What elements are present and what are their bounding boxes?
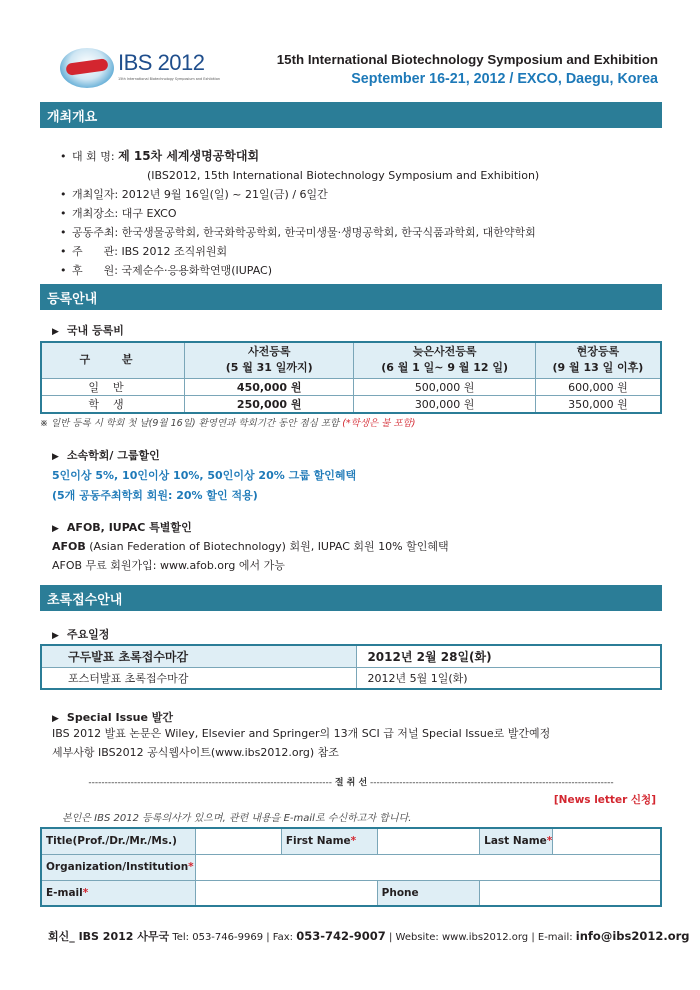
overview-label: 개최장소: <box>72 207 119 220</box>
bullet-icon: • <box>60 245 67 258</box>
required-mark: * <box>546 835 553 848</box>
logo-subtitle: 15th International Biotechnology Symposium and Exhibition <box>118 77 221 81</box>
table-cell: 600,000 원 <box>535 378 661 395</box>
table-cell: 350,000 원 <box>535 395 661 413</box>
list-item <box>60 261 539 280</box>
last-name-label-text: Last Name <box>484 835 547 848</box>
website-link[interactable]: www.ibs2012.org <box>441 932 529 943</box>
table-cell: 구두발표 초록접수마감 <box>41 645 357 667</box>
table-cell: 250,000 원 <box>184 395 353 413</box>
afob-discount-heading-text: AFOB, IUPAC 특별할인 <box>66 521 192 534</box>
special-issue-heading <box>52 709 173 725</box>
overview-value: 대구 EXCO <box>121 207 177 220</box>
form-row <box>41 828 661 854</box>
domestic-fee-heading <box>52 322 124 338</box>
list-item <box>60 242 539 261</box>
required-mark: * <box>82 886 89 899</box>
email-label <box>41 880 196 906</box>
page-header <box>0 0 700 100</box>
overview-value: (IBS2012, 15th International Biotechnology Symposium and Exhibition) <box>147 169 540 182</box>
group-discount-heading <box>52 447 160 463</box>
title-label: Title(Prof./Dr./Mr./Ms.) <box>41 828 196 854</box>
group-discount-heading-text: 소속학회/ 그룹할인 <box>66 449 160 462</box>
newsletter-title: [News letter 신청] <box>553 794 656 806</box>
header-line1: 늦은사전등록 <box>412 345 477 359</box>
table-cell: 포스터발표 초록접수마감 <box>41 667 357 689</box>
special-issue-line: IBS 2012 발표 논문은 Wiley, Elsevier and Springer의 13개 SCI 급 저널 Special Issue로 발간예정 <box>52 727 551 740</box>
first-name-label <box>281 828 377 854</box>
bullet-icon: • <box>60 150 67 163</box>
bullet-icon: • <box>60 226 67 239</box>
domestic-fee-heading-text: 국내 등록비 <box>66 324 124 337</box>
website-label: Website: <box>395 932 442 943</box>
required-mark: * <box>350 835 357 848</box>
overview-value: 국제순수·응용화학연맹(IUPAC) <box>121 264 273 277</box>
table-cell: 2012년 5월 1일(화) <box>357 667 661 689</box>
group-discount-line: 5인이상 5%, 10인이상 10%, 50인이상 20% 그룹 할인혜택 <box>52 469 357 482</box>
row-type: 학생 <box>88 397 138 411</box>
table-cell <box>41 395 184 413</box>
table-cell: 450,000 원 <box>184 378 353 395</box>
note-text: ※ 일반 등록 시 학회 첫 날(9월 16일) 환영연과 학회기간 동안 점심 포함 <box>40 418 340 429</box>
triangle-icon: ▶ <box>52 327 59 337</box>
cut-line-label: 절 취 선 <box>334 778 368 788</box>
triangle-icon: ▶ <box>52 524 59 534</box>
triangle-icon: ▶ <box>52 714 59 724</box>
newsletter-intro: 본인은 IBS 2012 등록의사가 있으며, 관련 내용을 E-mail로 수신하고자 합니다. <box>62 813 412 824</box>
ibs-logo <box>60 44 220 94</box>
afob-line-text: (Asian Federation of Biotechnology) 회원, IUPAC 회원 10% 할인혜택 <box>85 540 449 553</box>
afob-line: AFOB 무료 회원가입: www.afob.org 에서 가능 <box>52 559 285 572</box>
registration-note <box>40 413 662 429</box>
table-cell: 300,000 원 <box>354 395 535 413</box>
overview-value: 2012년 9월 16일(일) ~ 21일(금) / 6일간 <box>121 188 328 201</box>
header-line2: (5 월 31 일까지) <box>225 361 313 375</box>
overview-value: 제 15차 세계생명공학대회 <box>118 149 260 163</box>
email-contact-label: E-mail: <box>537 932 576 943</box>
afob-discount-details <box>52 537 449 575</box>
logo-text: IBS 2012 <box>118 50 205 75</box>
list-item <box>60 204 539 223</box>
table-header <box>354 342 535 378</box>
group-discount-details <box>52 466 356 506</box>
list-item <box>60 147 539 166</box>
tel-label: Tel: <box>172 932 193 943</box>
afob-bold: AFOB <box>52 540 86 553</box>
list-item <box>60 185 539 204</box>
header-line1: 현장등록 <box>576 345 620 359</box>
table-cell <box>41 378 184 395</box>
registration-fee-table <box>40 341 662 414</box>
last-name-field[interactable] <box>553 828 661 854</box>
note-red-text: (*학생은 불 포함) <box>342 418 416 429</box>
event-date-venue: September 16-21, 2012 / EXCO, Daegu, Korea <box>351 71 658 87</box>
phone-field[interactable] <box>480 880 661 906</box>
overview-label: 후 원: <box>72 264 118 277</box>
overview-label: 공동주최: <box>72 226 119 239</box>
bullet-icon: • <box>60 207 67 220</box>
afob-line <box>52 537 449 556</box>
email-label-text: E-mail <box>46 886 83 899</box>
organization-field[interactable] <box>196 854 661 880</box>
table-header <box>535 342 661 378</box>
newsletter-form <box>40 827 662 907</box>
section-registration-bar: 등록안내 <box>40 284 662 310</box>
bullet-icon: • <box>60 264 67 277</box>
form-row <box>41 880 661 906</box>
first-name-field[interactable] <box>377 828 480 854</box>
fax-number: 053-742-9007 <box>296 929 386 943</box>
table-cell: 500,000 원 <box>354 378 535 395</box>
organization-label <box>41 854 196 880</box>
special-issue-details <box>52 724 550 762</box>
section-overview-bar: 개최개요 <box>40 102 662 128</box>
header-line1: 구 분 <box>79 353 147 367</box>
row-type: 일반 <box>88 380 138 394</box>
table-header <box>41 342 184 378</box>
table-header <box>184 342 353 378</box>
form-row <box>41 854 661 880</box>
tel-number: 053-746-9969 <box>192 932 264 943</box>
special-issue-line: 세부사항 IBS2012 공식웹사이트(www.ibs2012.org) 참조 <box>52 746 339 759</box>
organization-label-text: Organization/Institution <box>46 861 189 873</box>
email-contact-link[interactable]: info@ibs2012.org <box>575 929 690 943</box>
footer-reply: 회신_ IBS 2012 사무국 <box>48 930 170 943</box>
triangle-icon: ▶ <box>52 452 59 462</box>
overview-label: 주 관: <box>72 245 118 258</box>
list-item <box>60 223 539 242</box>
table-header-row <box>41 342 661 378</box>
first-name-label-text: First Name <box>285 835 351 848</box>
required-mark: * <box>188 861 194 873</box>
overview-value: IBS 2012 조직위원회 <box>121 245 228 258</box>
fax-label: Fax: <box>272 932 297 943</box>
header-line2: (9 월 13 일 이후) <box>552 361 644 375</box>
list-item <box>60 166 539 185</box>
header-line2: (6 월 1 일~ 9 월 12 일) <box>381 361 509 375</box>
schedule-table <box>40 644 662 690</box>
overview-list <box>60 147 539 280</box>
bullet-icon: • <box>60 188 67 201</box>
section-abstract-bar: 초록접수안내 <box>40 585 662 611</box>
header-line1: 사전등록 <box>247 345 291 359</box>
special-issue-heading-text: Special Issue 발간 <box>66 711 174 724</box>
phone-label: Phone <box>377 880 480 906</box>
overview-value: 한국생물공학회, 한국화학공학회, 한국미생물·생명공학회, 한국식품과학회, 대한약학회 <box>121 226 536 239</box>
group-discount-line: (5개 공동주최학회 회원: 20% 할인 적용) <box>52 489 258 502</box>
afob-discount-heading <box>52 519 192 535</box>
title-field[interactable] <box>196 828 281 854</box>
cut-line: --------------------------------------------------------------------------- 절 취 선 --------------------------------------------------------------------------- <box>88 778 614 788</box>
event-title: 15th International Biotechnology Symposium and Exhibition <box>276 52 658 67</box>
table-row <box>41 667 661 689</box>
overview-label: 대 회 명: <box>72 150 115 163</box>
schedule-heading-text: 주요일정 <box>66 628 110 641</box>
table-cell: 2012년 2월 28일(화) <box>357 645 661 667</box>
triangle-icon: ▶ <box>52 631 59 641</box>
last-name-label <box>480 828 553 854</box>
table-row <box>41 378 661 395</box>
table-row <box>41 645 661 667</box>
schedule-heading <box>52 626 109 642</box>
table-row <box>41 395 661 413</box>
email-field[interactable] <box>196 880 377 906</box>
page-footer: 회신_ IBS 2012 사무국 Tel: 053-746-9969 | Fax: 053-742-9007 | Website: www.ibs2012.org | E-mail: info@ibs2012.org <box>48 929 690 943</box>
overview-label: 개최일자: <box>72 188 119 201</box>
